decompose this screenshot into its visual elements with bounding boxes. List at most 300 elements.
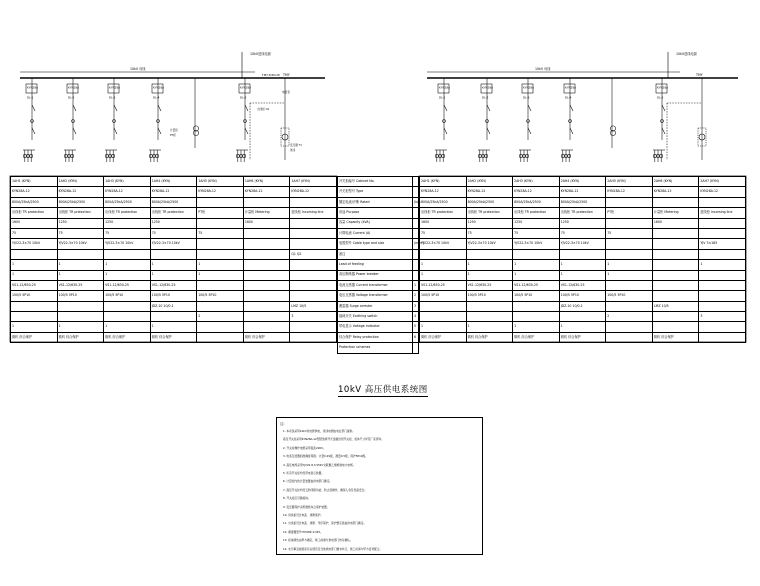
device-type-label: KYN28A <box>565 85 577 90</box>
middle-table-row <box>338 332 419 342</box>
left-table-cell: 1AH1 (KYN) <box>11 177 58 187</box>
left-table-cell: 1AH7 (KYN) <box>290 177 337 187</box>
middle-table-row <box>338 197 419 207</box>
right-table-cell: 1 <box>513 322 560 332</box>
right-table-cell: KYN28A-12 <box>513 187 560 197</box>
left-table-cell: 1600 <box>243 218 290 228</box>
right-table-cell: JDZ-10 10/0.1 <box>559 301 606 311</box>
note-item: 14. 未尽事宜按国家有关规范及当地供电部门要求执行，施工时请与甲方密切配合。 <box>283 546 383 551</box>
right-table-row <box>420 260 746 270</box>
right-table-cell: 出线柜 TR protection <box>420 208 467 218</box>
right-table-cell <box>606 332 653 342</box>
right-table-cell: 800A/25kA/2500 <box>420 197 467 207</box>
right-table-cell <box>466 301 513 311</box>
switch-blade <box>662 105 665 111</box>
left-table-cell <box>243 322 290 332</box>
notes-heading: 注: <box>280 422 285 426</box>
branch-annotation: 变压器 T1 <box>290 144 302 147</box>
left-table-cell: 100/5 5P10 <box>11 291 58 301</box>
left-table-cell: 1 <box>197 270 244 280</box>
right-table-cell: 出线柜 TR protection <box>466 208 513 218</box>
left-feeder <box>236 78 251 162</box>
right-table-cell: 75 <box>606 228 653 238</box>
left-table-cell: 100/5 5P10 <box>57 291 104 301</box>
left-table-cell: 微机 综合保护 <box>11 332 58 342</box>
left-table-cell: VS1-12/630-25 <box>150 280 197 290</box>
left-table-cell: 1AH3 (KYN) <box>104 177 151 187</box>
left-table-cell: 计量柜 Metering <box>243 208 290 218</box>
right-table-cell <box>606 239 653 249</box>
device-type-label: KYN28A <box>523 85 535 90</box>
left-table-cell <box>197 301 244 311</box>
earth-switch <box>73 128 76 134</box>
middle-table-cell <box>413 343 419 353</box>
right-table-cell: 1 <box>466 322 513 332</box>
middle-table-row <box>338 301 419 311</box>
left-table-cell: 800A/25kA/2500 <box>150 197 197 207</box>
right-feeder <box>561 78 576 162</box>
left-table-cell: YJV22-3×70 10kV <box>150 239 197 249</box>
right-incoming-label: 10kV进线电源 <box>676 52 697 56</box>
right-table-cell: 2AH6 (KYN) <box>652 177 699 187</box>
right-table-cell: 1 <box>513 270 560 280</box>
right-table-cell: 微机 综合保护 <box>652 332 699 342</box>
middle-table-cell: 电压互感器 Voltage transformer <box>338 291 413 301</box>
note-item: 高压开关柜采用KYN28A-12型铠装移开式金属封闭开关柜，柜体尺寸详见厂家资料。 <box>283 437 384 442</box>
left-table-cell: KYN28A-12 <box>290 187 337 197</box>
right-table-cell: 1 <box>699 260 746 270</box>
middle-table-cell: 备注 <box>338 249 413 259</box>
earth-switch <box>662 128 665 134</box>
right-table-cell <box>699 228 746 238</box>
right-table-cell <box>699 301 746 311</box>
middle-table-cell: 额定电流/开断 Rated <box>338 197 413 207</box>
device-sub-label: DL-2 <box>482 95 489 100</box>
left-table-cell: 1 <box>11 322 58 332</box>
drawing-title: 10kV 高压供电系统图 <box>338 385 428 395</box>
middle-legend-table <box>337 176 424 354</box>
right-table-cell: KYN28A-12 <box>559 187 606 197</box>
left-feeder <box>149 78 164 162</box>
device-type-label: KYN28A <box>109 85 121 90</box>
right-table-cell <box>652 239 699 249</box>
right-feeder <box>519 78 534 162</box>
earth-switch <box>158 128 161 134</box>
right-table-cell: 1 <box>513 260 560 270</box>
left-table-cell: 1 <box>150 322 197 332</box>
right-table-cell <box>513 301 560 311</box>
left-table-cell <box>290 197 337 207</box>
left-table-cell: 75 <box>104 228 151 238</box>
right-table-cell: 1 <box>420 322 467 332</box>
left-table-cell <box>11 312 58 322</box>
left-table-cell <box>243 312 290 322</box>
right-table-cell <box>466 249 513 259</box>
left-table-cell: 1AH4 (KYN) <box>150 177 197 187</box>
right-table-cell <box>699 291 746 301</box>
middle-table-row <box>338 280 419 290</box>
device-type-label: KYN28A <box>68 85 80 90</box>
device-type-label: KYN28A <box>439 85 451 90</box>
right-table-cell: 1 <box>466 270 513 280</box>
earth-switch <box>444 128 447 134</box>
left-table-cell <box>197 197 244 207</box>
device-sub-label: DL-3 <box>523 95 530 100</box>
right-parameter-table <box>419 176 746 343</box>
left-table-cell <box>290 332 337 342</box>
right-table-cell: 75 <box>466 228 513 238</box>
device-sub-label: DL-5 <box>657 95 664 100</box>
right-pt-transformer-branch <box>610 78 706 160</box>
left-table-cell: 出线柜 TR protection <box>104 208 151 218</box>
branch-annotation: 进线 <box>290 149 296 152</box>
right-table-cell: 1 <box>559 322 606 332</box>
right-table-cell: 出线柜 TR protection <box>513 208 560 218</box>
right-table-cell: 1600 <box>652 218 699 228</box>
right-table-cell <box>652 270 699 280</box>
middle-table-cell <box>413 187 419 197</box>
right-table-cell: 800A/25kA/2500 <box>559 197 606 207</box>
middle-table-cell: 2 <box>413 291 419 301</box>
middle-table-row <box>338 208 419 218</box>
right-table-cell: 进线柜 Incoming line <box>699 208 746 218</box>
left-table-row <box>11 322 337 332</box>
middle-table-cell: 接地开关 Earthing switch <box>338 312 413 322</box>
right-table-row <box>420 187 746 197</box>
right-table-cell: YJV 3×185 <box>699 239 746 249</box>
middle-table-cell <box>413 270 419 280</box>
left-table-cell <box>57 312 104 322</box>
right-table-cell: VS1-12/630-25 <box>466 280 513 290</box>
left-table-cell: 100/5 5P10 <box>150 291 197 301</box>
middle-table-row <box>338 239 419 249</box>
device-sub-label: DL-2 <box>68 95 75 100</box>
right-table-cell <box>559 312 606 322</box>
note-item: 2. 开关柜操作电源采用直流220V。 <box>283 445 326 450</box>
left-table-row <box>11 208 337 218</box>
left-table-cell: 微机 综合保护 <box>57 332 104 342</box>
middle-table-cell: 5 <box>413 322 419 332</box>
right-table-cell: 100/5 5P10 <box>559 291 606 301</box>
right-table-cell <box>420 301 467 311</box>
left-table-cell: 1 <box>11 270 58 280</box>
left-table-cell <box>104 301 151 311</box>
meter-label: 电度表 <box>282 91 290 94</box>
left-table-cell: 75 <box>57 228 104 238</box>
right-table-cell: 微机 综合保护 <box>559 332 606 342</box>
right-table-cell: 100/5 5P10 <box>466 291 513 301</box>
right-table-cell <box>699 197 746 207</box>
left-table-cell: 1 <box>57 260 104 270</box>
right-table-cell: 1 <box>606 260 653 270</box>
left-bus-label: 10kV 母线 <box>130 67 146 71</box>
middle-table-cell: 开关柜型号 Type <box>338 187 413 197</box>
left-table-cell <box>243 249 290 259</box>
left-table-cell <box>11 249 58 259</box>
switch-blade <box>444 105 447 111</box>
right-table-cell: 3 <box>699 312 746 322</box>
left-table-cell <box>197 322 244 332</box>
middle-table-cell: 开关柜编号 Cabinet No. <box>338 177 413 187</box>
right-table-cell: 2AH4 (KYN) <box>559 177 606 187</box>
right-table-cell: 75 <box>513 228 560 238</box>
right-table-cell <box>699 249 746 259</box>
right-table-cell <box>652 312 699 322</box>
device-sub-label: DL-4 <box>153 95 160 100</box>
left-table-cell: 出线柜 TR protection <box>150 208 197 218</box>
left-table-cell: Q1 Q2 <box>290 249 337 259</box>
left-table-cell <box>290 218 337 228</box>
right-table-cell: 1250 <box>466 218 513 228</box>
right-table-cell: 微机 综合保护 <box>420 332 467 342</box>
left-table-cell: VS1-12/630-25 <box>57 280 104 290</box>
earth-switch <box>32 128 35 134</box>
left-table-cell <box>57 301 104 311</box>
right-table-cell: 2AH1 (KYN) <box>420 177 467 187</box>
left-table-cell <box>290 260 337 270</box>
right-table-cell: 75 <box>559 228 606 238</box>
left-table-row <box>11 228 337 238</box>
right-table-cell: YJV22-3×70 10kV <box>420 239 467 249</box>
left-table-row <box>11 270 337 280</box>
earth-switch <box>528 128 531 134</box>
right-table-cell: 2 <box>606 312 653 322</box>
left-table-cell: VS1-12/630-25 <box>11 280 58 290</box>
left-table-cell: 75 <box>11 228 58 238</box>
left-pt-transformer-branch <box>193 78 289 160</box>
middle-table-cell <box>413 208 419 218</box>
middle-table-row <box>338 228 419 238</box>
left-table-cell: YJV22-3×70 10kV <box>11 239 58 249</box>
right-table-cell: KYN28A-12 <box>606 187 653 197</box>
device-type-label: KYN28A <box>657 85 669 90</box>
earth-switch <box>570 128 573 134</box>
note-item: 8. 开关柜应可靠接地。 <box>283 496 311 501</box>
right-table-cell: 100/5 5P10 <box>513 291 560 301</box>
right-table-cell <box>652 249 699 259</box>
right-table-row <box>420 332 746 342</box>
left-table-cell <box>197 332 244 342</box>
left-table-cell <box>197 239 244 249</box>
middle-table-cell <box>413 177 419 187</box>
left-table-cell <box>290 291 337 301</box>
right-bus-ref: TMY <box>696 73 703 77</box>
left-table-cell: YJV22-3×70 10kV <box>104 239 151 249</box>
right-table-cell: 1 <box>420 260 467 270</box>
right-table-cell: VS1-12/630-25 <box>513 280 560 290</box>
middle-table-row <box>338 312 419 322</box>
left-table-cell <box>197 280 244 290</box>
switch-blade <box>570 105 573 111</box>
right-table-cell: KYN28A-12 <box>466 187 513 197</box>
note-item: 7. 高压开关柜均设五防闭锁功能，防止误操作，确保人身及设备安全。 <box>283 487 368 492</box>
left-table-cell <box>150 249 197 259</box>
left-table-cell: JDZ-10 10/0.1 <box>150 301 197 311</box>
left-table-cell: LMZ 10/5 <box>290 301 337 311</box>
left-table-cell: 1 <box>150 270 197 280</box>
right-table-row <box>420 208 746 218</box>
device-type-label: KYN28A <box>153 85 165 90</box>
right-bus-label: 10kV 母线 <box>535 67 551 71</box>
right-table-cell <box>420 312 467 322</box>
left-table-cell <box>243 270 290 280</box>
left-table-cell <box>104 249 151 259</box>
right-table-cell <box>652 228 699 238</box>
right-table-row <box>420 218 746 228</box>
middle-table-cell: 用途 Purpose <box>338 208 413 218</box>
note-item: 5. 所有开关柜均设带电显示装置。 <box>283 471 325 475</box>
left-table-cell <box>243 228 290 238</box>
left-table-cell: KYN28A-12 <box>243 187 290 197</box>
left-table-cell: 3 <box>290 312 337 322</box>
right-table-cell: 出线柜 TR protection <box>559 208 606 218</box>
right-table-cell <box>606 249 653 259</box>
right-table-cell: 1 <box>606 270 653 280</box>
left-table-cell: 75 <box>150 228 197 238</box>
left-table-cell <box>150 312 197 322</box>
right-table-cell: 800A/25kA/2500 <box>466 197 513 207</box>
left-table-cell: KYN28A-12 <box>11 187 58 197</box>
left-table-row <box>11 291 337 301</box>
left-table-row <box>11 187 337 197</box>
right-table-cell: 2AH5 (KYN) <box>606 177 653 187</box>
device-sub-label: DL-1 <box>439 95 446 100</box>
left-table-cell: 1250 <box>57 218 104 228</box>
left-table-cell <box>290 322 337 332</box>
left-table-cell: 1AH6 (KYN) <box>243 177 290 187</box>
right-table-cell: 微机 综合保护 <box>466 332 513 342</box>
left-table-cell: YJV22-3×70 10kV <box>57 239 104 249</box>
right-table-cell: 1600 <box>420 218 467 228</box>
left-table-cell: 微机 综合保护 <box>150 332 197 342</box>
middle-table-cell: (kA) <box>413 197 419 207</box>
left-feeders <box>23 78 302 162</box>
middle-table-row <box>338 270 419 280</box>
middle-table-cell: Lead of feeding <box>338 260 413 270</box>
left-table-row <box>11 332 337 342</box>
right-table-cell <box>420 249 467 259</box>
left-incoming-label: 10kV进线电源 <box>250 52 271 56</box>
right-table-cell <box>606 322 653 332</box>
right-table-cell <box>652 322 699 332</box>
device-sub-label: DL-5 <box>240 95 247 100</box>
note-item: 13. 柜体颜色由甲方确定，施工前须与供电部门核对确认。 <box>283 538 353 543</box>
middle-table-row <box>338 187 419 197</box>
left-table-cell: 1AH5 (KYN) <box>197 177 244 187</box>
left-table-cell: 1 <box>104 270 151 280</box>
left-table-cell: 75 <box>197 228 244 238</box>
right-table-row <box>420 228 746 238</box>
right-table-cell <box>652 197 699 207</box>
right-table-cell: 75 <box>420 228 467 238</box>
middle-table-cell: 6 <box>413 332 419 342</box>
left-table-cell <box>11 301 58 311</box>
right-table-cell <box>606 218 653 228</box>
middle-table-row <box>338 322 419 332</box>
right-table-cell <box>606 197 653 207</box>
left-table-cell: 2 <box>197 312 244 322</box>
middle-table-cell <box>413 249 419 259</box>
left-table-cell <box>290 228 337 238</box>
notes-box <box>276 417 483 555</box>
middle-table-row <box>338 249 419 259</box>
left-table-cell: 1 <box>11 260 58 270</box>
right-table-cell: YJV22-3×70 10kV <box>559 239 606 249</box>
right-table-row <box>420 280 746 290</box>
left-bus-ref: TMY <box>283 73 290 77</box>
middle-table-row <box>338 291 419 301</box>
right-table-cell: 1 <box>559 270 606 280</box>
right-table-cell: KYN28A-12 <box>699 187 746 197</box>
left-feeder <box>105 78 120 162</box>
earth-switch <box>245 128 248 134</box>
right-table-cell <box>606 301 653 311</box>
left-feeder <box>64 78 79 162</box>
right-table-row <box>420 312 746 322</box>
left-table-cell: 出线柜 TR protection <box>11 208 58 218</box>
switch-blade <box>528 105 531 111</box>
switch-blade <box>158 105 161 111</box>
left-table-cell: 1250 <box>150 218 197 228</box>
left-table-cell: 进线柜 Incoming line <box>290 208 337 218</box>
left-table-cell: PT柜 <box>197 208 244 218</box>
right-table-cell <box>606 280 653 290</box>
note-item: 4. 高压电缆采用YJV22-8.7/15kV交联聚乙烯绝缘电力电缆。 <box>283 462 356 467</box>
left-table-cell <box>243 280 290 290</box>
left-table-cell: KYN28A-12 <box>150 187 197 197</box>
middle-table-cell: 电流互感器 Current transformer <box>338 280 413 290</box>
left-table-cell: 1 <box>57 322 104 332</box>
right-table-cell: 2AH2 (KYN) <box>466 177 513 187</box>
branch-annotation: 出线柜 Q1 <box>257 108 270 111</box>
device-sub-label: DL-1 <box>27 95 34 100</box>
right-table-row <box>420 291 746 301</box>
note-item: 3. 电流互感器的准确度等级：计量0.2S级，测量0.5级，保护5P10级。 <box>283 454 368 459</box>
device-type-label: KYN28A <box>27 85 39 90</box>
left-table-cell: 1 <box>57 270 104 280</box>
right-table-row <box>420 239 746 249</box>
left-table-cell <box>197 249 244 259</box>
right-table-cell <box>652 260 699 270</box>
right-table-row <box>420 270 746 280</box>
middle-table-cell: 带电显示 Voltage indicator <box>338 322 413 332</box>
note-item: 11. 出线柜设过电流、速断、零序保护，保护整定值由供电部门确定。 <box>283 521 367 526</box>
right-table-cell: YJV22-3×70 10kV <box>513 239 560 249</box>
note-item: 12. 避雷器型号HY5WZ-17/45。 <box>283 529 323 534</box>
left-table-cell: KYN28A-12 <box>197 187 244 197</box>
right-table-row <box>420 249 746 259</box>
left-table-cell <box>243 239 290 249</box>
right-table-cell <box>699 280 746 290</box>
right-table-cell: VS1-12/630-25 <box>420 280 467 290</box>
middle-table-cell: 1 <box>413 280 419 290</box>
left-busbar-label: TMY-3(80×8) <box>262 73 281 77</box>
middle-table-cell <box>413 218 419 228</box>
device-sub-label: DL-4 <box>565 95 572 100</box>
switch-blade <box>245 105 248 111</box>
right-table-cell <box>513 249 560 259</box>
right-feeder <box>653 78 668 162</box>
middle-table-row <box>338 218 419 228</box>
right-table-cell: KYN28A-12 <box>420 187 467 197</box>
right-table-row <box>420 301 746 311</box>
left-table-cell: 100/5 5P10 <box>197 291 244 301</box>
right-table-cell <box>559 249 606 259</box>
left-table-row <box>11 312 337 322</box>
middle-table-cell: 容量 Capacity (kVA) <box>338 218 413 228</box>
right-table-cell: 1 <box>466 260 513 270</box>
switch-blade <box>73 105 76 111</box>
